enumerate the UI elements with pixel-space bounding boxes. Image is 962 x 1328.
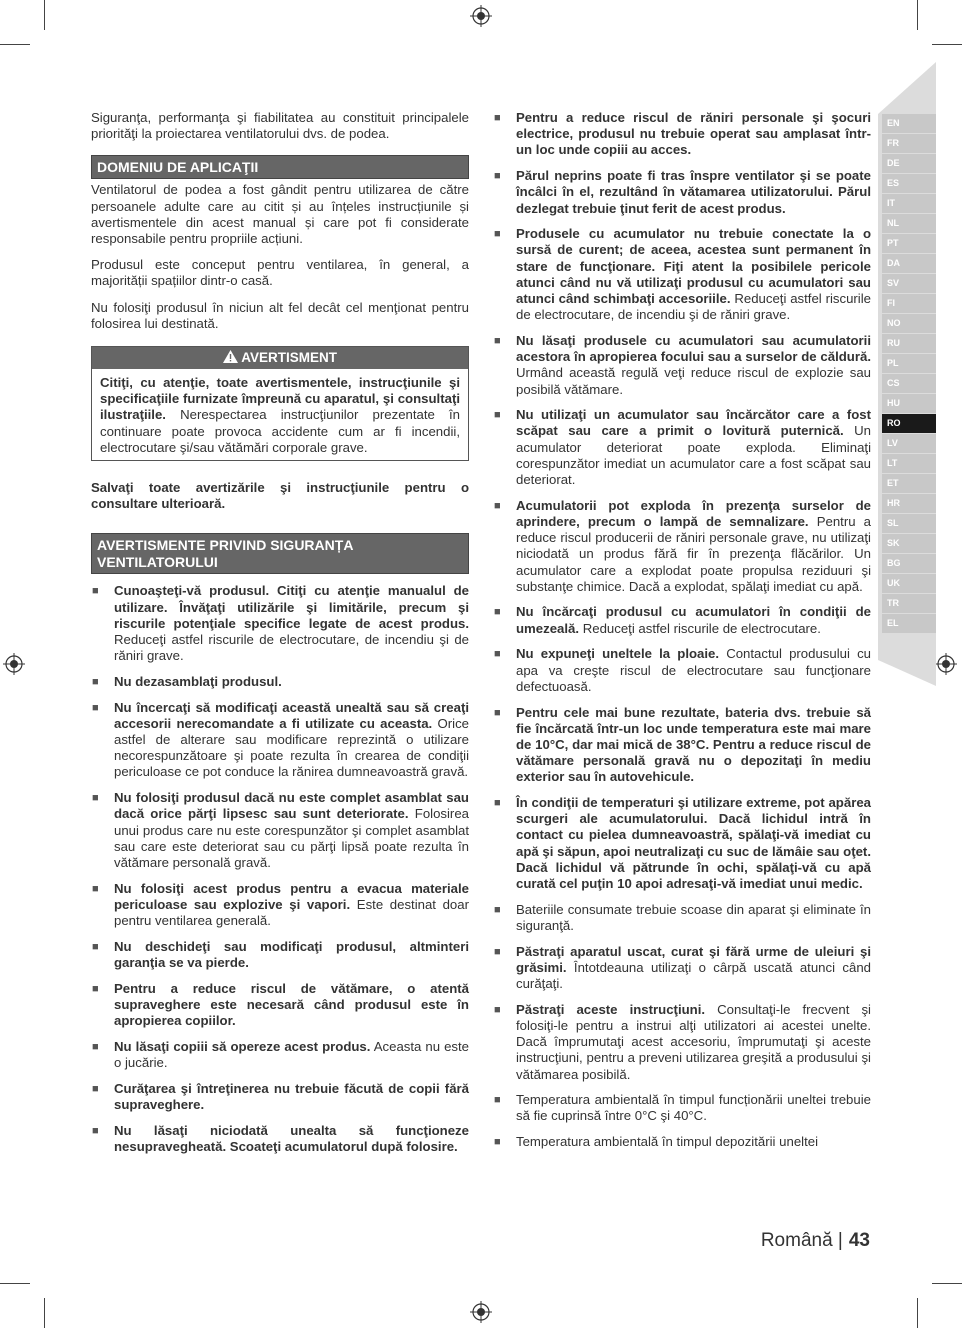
square-bullet-icon: ■ [92, 982, 99, 995]
list-item: ■ Nu lăsaţi copiii să opereze acest produs. Aceasta nu este o jucărie. [92, 1038, 470, 1071]
language-tab-pt[interactable]: PT [882, 234, 936, 253]
language-tab-sl[interactable]: SL [882, 514, 936, 533]
language-tab-da[interactable]: DA [882, 254, 936, 273]
list-item: ■ Acumulatorii pot exploda în prezenţa surselor de aprindere, precum o lampă de semnalizare. Pentru a reduce riscul producerii de răniri personale grave, nu utilizaţi niciodată un produs fără fir în prezenţa flăcărilor. Un acumulator care a explodat poate propulsa reziduuri şi substanţe chimice. Dacă a explodat, spălaţi imediat cu apă. [494, 497, 871, 594]
square-bullet-icon: ■ [92, 940, 99, 953]
list-item: ■ Cunoaşteţi-vă produsul. Citiţi cu atenţie manualul de utilizare. Învăţaţi utilizările şi limitările, precum şi riscurile potenţiale specifice legate de acest produs. Reduceţi astfel riscurile de electrocutare, de incendiu şi de răniri grave. [92, 583, 469, 664]
square-bullet-icon: ■ [92, 701, 99, 714]
square-bullet-icon: ■ [92, 1040, 99, 1053]
language-tab-es[interactable]: ES [882, 174, 936, 193]
registration-crosshair-icon [470, 1301, 492, 1323]
warning-bold-text: Citiţi, cu atenţie, toate avertismentele, instrucţiunile şi specificaţiile furnizate împreună cu aparatul, şi consultaţi ilustraţiile. [100, 375, 460, 423]
left-column [91, 110, 469, 1165]
list-item: ■ Nu dezasamblaţi produsul. [92, 673, 282, 689]
language-tab-nl[interactable]: NL [882, 214, 936, 233]
language-tab-hr[interactable]: HR [882, 494, 936, 513]
square-bullet-icon: ■ [494, 648, 501, 661]
square-bullet-icon: ■ [494, 334, 501, 347]
domain-paragraph-3: Nu folosiţi produsul în niciun alt fel decât cel menţionat pentru folosirea lui destinată. [91, 299, 469, 331]
language-tab-cs[interactable]: CS [882, 374, 936, 393]
language-tab-bg[interactable]: BG [882, 554, 936, 573]
language-tab-no[interactable]: NO [882, 314, 936, 333]
registration-crosshair-icon [3, 653, 25, 675]
language-tab-lt[interactable]: LT [882, 454, 936, 473]
square-bullet-icon: ■ [494, 499, 501, 512]
list-item: ■ Păstraţi aceste instrucţiuni. Consultaţi-le frecvent şi folosiţi-le pentru a instrui alţi utilizatori ai acestei unelte. Dacă împrumutaţi acest accesoriu, împrumutaţi şi aceste instrucţiuni, pentru a preveni utilizarea greşită a produsului şi vătămarea posibilă. [494, 1001, 871, 1082]
warning-title: AVERTISMENT [241, 350, 337, 366]
crop-mark [932, 44, 962, 45]
language-tab-fi[interactable]: FI [882, 294, 936, 313]
list-item: ■ Păstraţi aparatul uscat, curat şi fără urme de uleiuri şi grăsimi. Întotdeauna utilizaţi o cârpă uscată atunci când curăţaţi. [494, 943, 871, 992]
list-item: ■ Pentru a reduce riscul de vătămare, o atentă supraveghere este necesară când produsul este în apropierea copiilor. [92, 980, 469, 1029]
left-warning-list [91, 583, 469, 1155]
warning-text: Nerespectarea instrucţiunilor prezentate în continuare poate provoca accidente cum ar fi incendii, electrocutare şi/sau vătămări corporale grave. [100, 407, 460, 455]
list-item: ■ În condiţii de temperaturi şi utilizare extreme, pot apărea scurgeri ale acumulatorului. Dacă lichidul intră în contact cu pielea dumneavoastră, spălaţi-vă imediat cu apă şi săpun, apoi neutralizaţi cu suc de lămâie sau oţet. Dacă lichidul vă pătrunde în ochi, spălaţi-vă cu apă curată cel puţin 10 apoi adresaţi-vă imediat unui medic. [494, 795, 871, 892]
save-note: Salvaţi toate avertizările şi instrucţiunile pentru o consultare ulterioară. [91, 480, 469, 512]
language-tab-lv[interactable]: LV [882, 434, 936, 453]
crop-mark [0, 44, 30, 45]
list-item: ■ Bateriile consumate trebuie scoase din aparat şi eliminate în siguranţă. [494, 901, 871, 933]
list-item: ■ Nu folosiţi produsul dacă nu este complet asamblat sau dacă orice părţi lipsesc sau sunt deteriorate. Folosirea unui produs care nu este corespunzător şi complet asamblat sau care este deteriorat sau cu părţi lipsă poate rezulta în vătămare personală gravă. [92, 790, 469, 870]
language-tab-uk[interactable]: UK [882, 574, 936, 593]
language-tab-sk[interactable]: SK [882, 534, 936, 553]
right-warning-list [493, 110, 871, 1150]
list-item: ■ Nu utilizaţi un acumulator sau încărcător care a fost scăpat sau care a primit o lovitură puternică. Un acumulator deteriorat poate exploda. Eliminaţi corespunzător imediat un acumulator care a fost scăpat sau deteriorat. [494, 407, 871, 488]
list-item: ■ Nu lăsaţi niciodată unealta să funcţioneze nesupravegheată. Scoateţi acumulatorul după folosire. [92, 1122, 469, 1154]
square-bullet-icon: ■ [494, 1094, 501, 1107]
square-bullet-icon: ■ [494, 945, 501, 958]
page-footer [761, 1230, 870, 1252]
square-bullet-icon: ■ [494, 112, 501, 124]
warning-box [91, 346, 469, 461]
square-bullet-icon: ■ [92, 675, 99, 688]
language-tab-ru[interactable]: RU [882, 334, 936, 353]
square-bullet-icon: ■ [92, 1124, 99, 1137]
square-bullet-icon: ■ [494, 1003, 501, 1016]
page-number: 43 [848, 1230, 870, 1251]
square-bullet-icon: ■ [494, 903, 501, 916]
language-tab-ro[interactable]: RO [882, 414, 936, 433]
list-item: ■ Părul neprins poate fi tras înspre ventilator şi se poate încâlci în el, rezultând în vătamarea utilizatorului. Părul dezlegat trebuie ţinut ferit de acest produs. [494, 168, 871, 216]
square-bullet-icon: ■ [92, 792, 99, 805]
list-item: ■ Curăţarea şi întreţinerea nu trebuie făcută de copii fără supraveghere. [92, 1080, 469, 1112]
registration-crosshair-icon [935, 653, 957, 675]
footer-language: Română | [760, 1230, 843, 1251]
list-item: ■ Pentru cele mai bune rezultate, bateria dvs. trebuie să fie încărcată într-un loc unde temperatura este mai mare de 10°C, dar mai mică de 38°C. Pentru a reduce riscul de vătămare personală gravă nu o depozitaţi în mediu exterior sau în autovehicule. [494, 704, 871, 785]
square-bullet-icon: ■ [494, 1136, 501, 1149]
list-item: ■ Pentru a reduce riscul de răniri personale şi şocuri electrice, produsul nu trebuie operat sau amplasat într-un loc unde copiii au acces. [494, 110, 871, 158]
crop-mark [917, 1298, 918, 1328]
language-tab-tr[interactable]: TR [882, 594, 936, 613]
list-item: ■ Nu expuneţi uneltele la ploaie. Contactul produsului cu apa va creşte riscul de electrocutare sau funcţionare defectuoasă. [494, 646, 872, 694]
crop-mark [932, 1283, 962, 1284]
list-item: ■ Temperatura ambientală în timpul funcționării uneltei trebuie să fie cuprinsă între 0°C şi 40°C. [494, 1092, 871, 1124]
square-bullet-icon: ■ [494, 409, 501, 422]
square-bullet-icon: ■ [494, 706, 501, 719]
language-tab-hu[interactable]: HU [882, 394, 936, 413]
warning-header [92, 347, 468, 369]
warning-body [92, 369, 468, 460]
square-bullet-icon: ■ [92, 1082, 99, 1095]
square-bullet-icon: ■ [494, 228, 501, 241]
square-bullet-icon: ■ [92, 585, 99, 598]
domain-paragraph-1: Ventilatorul de podea a fost gândit pentru utilizarea de către persoanele adulte care au citit și au înțeles instrucțiunile și avertismentele din acest manual și care pot fi considerate responsabile pentru propriile acțiuni. [91, 182, 469, 247]
language-tab-fr[interactable]: FR [882, 134, 936, 153]
crop-mark [44, 0, 45, 30]
right-column [493, 110, 871, 1160]
domain-section-heading: DOMENIU DE APLICAŢII [91, 155, 469, 179]
domain-paragraph-2: Produsul este conceput pentru ventilarea, în general, a majorității spațiilor dintr-o casă. [91, 257, 469, 289]
square-bullet-icon: ■ [92, 882, 99, 895]
registration-crosshair-icon [470, 5, 492, 27]
language-tab-et[interactable]: ET [882, 474, 936, 493]
language-tab-it[interactable]: IT [882, 194, 936, 213]
language-tab-de[interactable]: DE [882, 154, 936, 173]
language-tab-pl[interactable]: PL [882, 354, 936, 373]
list-item: ■ Temperatura ambientală în timpul depozitării uneltei [494, 1134, 819, 1150]
list-item: ■ Nu lăsaţi produsele cu acumulatori sau acumulatorii acestora în apropierea focului sau a surselor de căldură. Urmând această regulă veţi reduce riscul de explozie sau posibilă vătămare. [494, 332, 871, 397]
list-item: ■ Nu încercaţi să modificaţi această unealtă sau să creaţi accesorii nerecomandate a fi utilizate cu aceasta. Orice astfel de alterare sau modificare reprezintă o utilizare necorespunzătoare şi poate rezulta în crearea de condiţii periculoase ce pot conduce la rănirea dumneavoastră gravă. [92, 699, 469, 780]
square-bullet-icon: ■ [494, 797, 501, 810]
language-tabs [882, 114, 936, 634]
crop-mark [44, 1298, 45, 1328]
language-tab-sv[interactable]: SV [882, 274, 936, 293]
intro-paragraph: Siguranţa, performanţa şi fiabilitatea au constituit principalele priorităţi la proiectarea ventilatorului dvs. de podea. [91, 110, 469, 142]
list-item: ■ Nu folosiţi acest produs pentru a evacua materiale periculoase sau explozive şi vapori. Este destinat doar pentru ventilarea generală. [92, 880, 469, 929]
crop-mark [917, 0, 918, 30]
list-item: ■ Nu încărcaţi produsul cu acumulatori în condiţii de umezeală. Reduceţi astfel riscurile de electrocutare. [494, 604, 871, 636]
safety-section-heading: AVERTISMENTE PRIVIND SIGURANȚA VENTILATORULUI [91, 533, 469, 574]
square-bullet-icon: ■ [494, 170, 501, 183]
square-bullet-icon: ■ [494, 606, 501, 619]
language-tab-en[interactable]: EN [882, 114, 936, 133]
list-item: ■ Produsele cu acumulator nu trebuie conectate la o sursă de curent; de aceea, acestea sunt permanent în stare de funcţionare. Fiţi atent la posibilele pericole atunci când nu vă utilizaţi produsul cu acumulatori sau atunci când schimbaţi accesoriile. Reduceţi astfel riscurile de electrocutare, de incendiu şi de răniri grave. [494, 226, 871, 323]
language-tab-el[interactable]: EL [882, 614, 936, 633]
list-item: ■ Nu deschideţi sau modificaţi produsul, altminteri garanţia se va pierde. [92, 938, 469, 971]
warning-triangle-icon [223, 350, 238, 363]
crop-mark [0, 1283, 30, 1284]
